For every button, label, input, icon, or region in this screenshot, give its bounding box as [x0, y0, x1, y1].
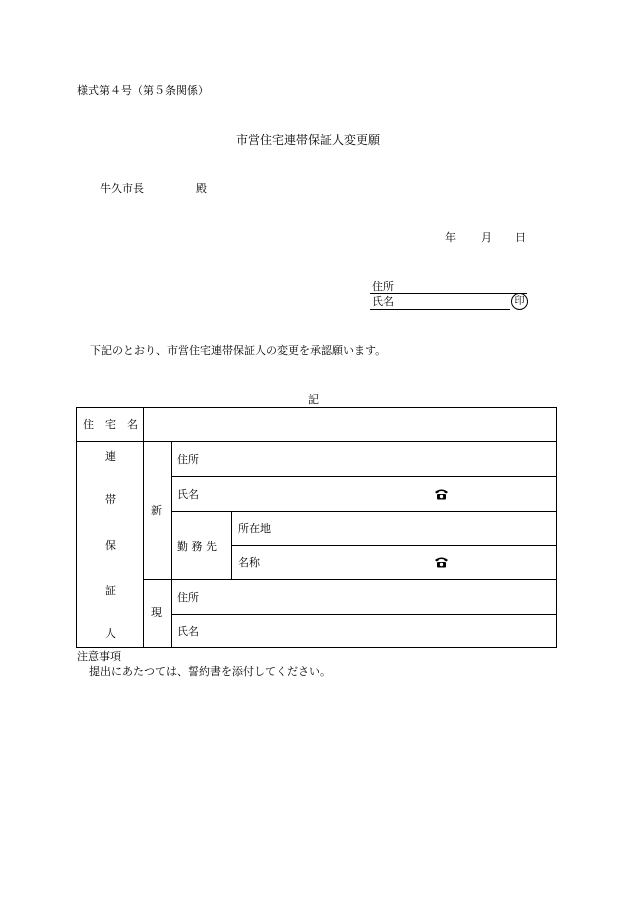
workplace-location-label: 所在地: [238, 522, 271, 535]
table-border: [76, 407, 557, 648]
honorific: 殿: [196, 182, 207, 195]
page-title: 市営住宅連帯保証人変更願: [236, 133, 381, 147]
ki-label: 記: [308, 393, 319, 406]
current-address-label: 住所: [177, 591, 199, 604]
notes-heading: 注意事項: [77, 650, 121, 663]
applicant-address-line: [370, 293, 527, 294]
body-text: 下記のとおり、市営住宅連帯保証人の変更を承認願います。: [90, 344, 387, 357]
telephone-icon: [434, 488, 449, 500]
notes-item: 提出にあたつては、誓約書を添付してください。: [89, 665, 331, 678]
addressee: 牛久市長: [100, 182, 144, 195]
guarantor-char-2: 帯: [105, 493, 116, 506]
new-name-label: 氏名: [177, 488, 199, 501]
house-name-label: 住 宅 名: [83, 418, 138, 431]
seal-mark: 印: [511, 293, 528, 310]
guarantor-char-4: 証: [105, 584, 116, 597]
applicant-name-label: 氏名: [372, 295, 394, 308]
guarantor-char-1: 連: [105, 450, 116, 463]
applicant-address-label: 住所: [372, 280, 394, 293]
new-label: 新: [151, 504, 162, 517]
telephone-icon: [434, 556, 449, 568]
guarantor-char-3: 保: [105, 539, 116, 552]
guarantor-char-5: 人: [105, 627, 116, 640]
form-number: 様式第４号（第５条関係）: [77, 84, 209, 97]
new-address-label: 住所: [177, 453, 199, 466]
current-label: 現: [151, 606, 162, 619]
house-name-field[interactable]: [145, 409, 555, 440]
current-name-label: 氏名: [177, 625, 199, 638]
workplace-label: 勤 務 先: [177, 540, 217, 553]
date-month-label: 月: [481, 231, 492, 244]
date-year-label: 年: [445, 231, 456, 244]
applicant-name-line: [370, 309, 510, 310]
workplace-name-label: 名称: [238, 556, 260, 569]
date-day-label: 日: [515, 231, 526, 244]
